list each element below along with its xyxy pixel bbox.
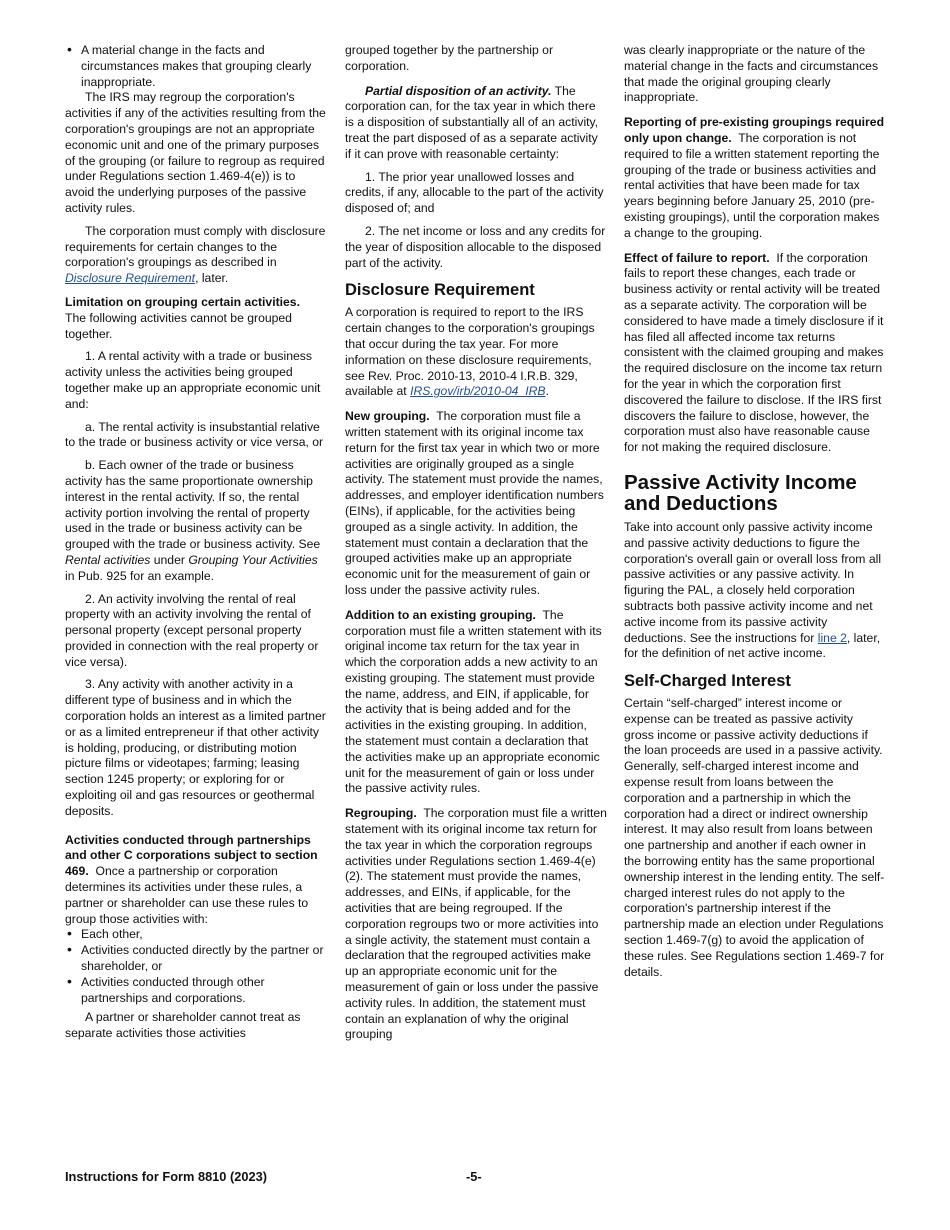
paragraph-addition: Addition to an existing grouping. The corporation must file a written statement with its original income tax return for the tax year in which the corporation adds a new activity to an existing grouping. The statement must provide the name, address, and EIN, if applicable, for the activity that is being added and for the activities in the existing grouping. In addition, the statement must contain a declaration that the activities make up an appropriate economic unit for the measurement of gain or loss under the passive activity rules.	[345, 607, 602, 796]
column-3	[624, 43, 886, 987]
paragraph-regroup: The IRS may regroup the corporation's activities if any of the activities resulting from the corporation's groupings are not an appropriate economic unit and one of the primary purposes of the grouping (or failure to regroup as required under Regulations section 1.469-4(e)) is to avoid the underlying purposes of the passive activity rules.	[65, 90, 326, 215]
list-item-3: 3. Any activity with another activity in a different type of business and in which the corporation holds an interest as a limited partner or as a limited entrepreneur if that other activity is holding, producing, or distributing motion picture films or videotapes; farming; leasing section 1245 property; or exploring for or exploiting oil and gas resources or geothermal deposits.	[65, 677, 326, 818]
paragraph-activities: Activities conducted through partnerships and other C corporations subject to section 469. Once a partnership or corporation determines its activities under these rules, a partner or shareholder can use these rules to group those activities with:	[65, 832, 318, 926]
new-grouping-heading: New grouping.	[345, 409, 430, 424]
list-item-2: 2. An activity involving the rental of real property with an activity involving the rental of personal property (except personal property provided in connection with the real property or vice versa).	[65, 591, 319, 669]
list-item-1: 1. The prior year unallowed losses and credits, if any, allocable to the part of the activity disposed of; and	[345, 169, 604, 216]
disclosure-requirement-heading: Disclosure Requirement	[345, 281, 535, 300]
effect-heading: Effect of failure to report.	[624, 250, 770, 265]
page-number: -5-	[466, 1169, 482, 1184]
paragraph-passive-income: Take into account only passive activity income and passive activity deductions to figure the corporation's overall gain or overall loss from all passive activities or any passive activity. In figuring the PAL, a closely held corporation subtracts both passive activity income and net active income from its passive activity deductions. See the instructions for line 2, later, for the definition of net active income.	[624, 519, 882, 661]
disclosure-requirement-link[interactable]: Disclosure Requirement	[65, 271, 196, 286]
footer-form-title: Instructions for Form 8810 (2023)	[65, 1169, 267, 1184]
paragraph-reporting: Reporting of pre-existing groupings required only upon change. The corporation is not required to file a written statement reporting the grouping of the trade or business activities and rental activities that have been made for tax years beginning before January 25, 2010 (pre-existing groupings), until the corporation makes a change to the grouping.	[624, 115, 885, 240]
self-charged-interest-heading: Self-Charged Interest	[624, 672, 791, 691]
column-2	[345, 43, 607, 1050]
list-item-1: 1. A rental activity with a trade or business activity unless the activities being grouped together make up an appropriate economic unit and:	[65, 349, 321, 411]
activities-heading: Activities conducted through partnerships and other C corporations subject to section 469.	[65, 832, 318, 879]
irb-link[interactable]: IRS.gov/irb/2010-04_IRB	[410, 384, 546, 399]
addition-heading: Addition to an existing grouping.	[345, 607, 536, 622]
paragraph-partner: A partner or shareholder cannot treat as separate activities those activities	[65, 1010, 301, 1041]
paragraph-disclosure: A corporation is required to report to the IRS certain changes to the corporation's groupings that occur during the tax year. For more information on these disclosure requirements, see Rev. Proc. 2010-13, 2010-4 I.R.B. 329, available at IRS.gov/irb/2010-04_IRB.	[345, 305, 595, 399]
paragraph-limitation: Limitation on grouping certain activities. The following activities cannot be grouped together.	[65, 294, 300, 341]
paragraph-regrouping: Regrouping. The corporation must file a written statement with its original income tax return for the tax year in which the corporation regroups activities under Regulations section 1.469-4(e)(2). The statement must provide the names, addresses, and EINs, if applicable, for the activities that are being regrouped. If the corporation regroups two or more activities into a single activity, the statement must contain a declaration that the regrouped activities make up an appropriate economic unit for the measurement of gain or loss under the passive activity rules. In addition, the statement must contain an explanation of why the original grouping	[345, 806, 607, 1042]
passive-activity-heading: Passive Activity Income and Deductions	[624, 470, 857, 516]
paragraph-effect: Effect of failure to report. If the corporation fails to report these changes, each trade or business activity or rental activity will be treated as a separate activity. The corporation will be considered to have made a timely disclosure if it has filed all affected income tax returns consistent with the claimed grouping and makes the required disclosure on the income tax return for the year in which the corporation first discovered the failure to disclose. If the IRS first discovers the failure to disclose, however, the corporation must also have reasonable cause for not making the required disclosure.	[624, 250, 884, 455]
bullet-item: • A material change in the facts and circumstances makes that grouping clearly inappropriate.	[65, 43, 327, 90]
paragraph-partial: Partial disposition of an activity. The corporation can, for the tax year in which there is a disposition of substantially all of an activity, treat the part disposed of as a separate activity if it can prove with reasonable certainty:	[345, 83, 599, 161]
paragraph-self-charged: Certain “self-charged” interest income or expense can be treated as passive activity gross income or passive activity deductions if the loan proceeds are used in a passive activity. Generally, self-charged interest income and expense result from loans between the corporation and a partnership in which the corporation had a direct or indirect ownership interest. It may also result from loans between one partnership and another if each owner in the borrowing entity has the same proportional ownership interest in the lending entity. The self-charged interest rules do not apply to the corporation's partnership interest if the partnership made an election under Regulations section 1.469-7(g) to avoid the application of these rules. See Regulations section 1.469-7 for details.	[624, 696, 885, 979]
list-item-a: a. The rental activity is insubstantial relative to the trade or business activity or vice versa, or	[65, 419, 324, 450]
list-item-b: b. Each owner of the trade or business activity has the same proportionate ownership interest in the rental activity. If so, the rental activity portion involving the rental of property used in the trade or business activity can be grouped with the trade or business activity. See Rental activities under Grouping Your Activities in Pub. 925 for an example.	[65, 458, 321, 583]
paragraph-comply: The corporation must comply with disclosure requirements for certain changes to the corporation's groupings as described in Disclosure Requirement, later.	[65, 223, 326, 286]
paragraph-continued: grouped together by the partnership or corporation.	[345, 43, 554, 73]
partial-heading: Partial disposition of an activity.	[365, 83, 552, 98]
bullet-item: • Each other,	[65, 927, 327, 943]
regrouping-heading: Regrouping.	[345, 806, 417, 821]
bullet-item: • Activities conducted directly by the partner or shareholder, or	[65, 943, 327, 975]
bullet-item: • Activities conducted through other partnerships and corporations.	[65, 975, 327, 1007]
reporting-heading: Reporting of pre-existing groupings required only upon change.	[624, 115, 885, 145]
paragraph-new-grouping: New grouping. The corporation must file a written statement with its original income tax return for the first tax year in which two or more activities are originally grouped as a single activity. The statement must provide the names, addresses, and employer identification numbers (EINs), if applicable, for the activities being grouped as a single activity. In addition, the statement must contain a declaration that the grouped activities make up an appropriate economic unit for the measurement of gain or loss under the passive activity rules.	[345, 409, 604, 597]
paragraph-continued: was clearly inappropriate or the nature of the material change in the facts and circumstances that made the original grouping clearly inappropriate.	[624, 43, 879, 105]
limitation-heading: Limitation on grouping certain activities.	[65, 294, 300, 309]
line-2-link[interactable]: line 2	[817, 630, 847, 645]
list-item-2: 2. The net income or loss and any credits for the year of disposition allocable to the disposed part of the activity.	[345, 223, 606, 270]
column-1	[65, 43, 327, 1049]
